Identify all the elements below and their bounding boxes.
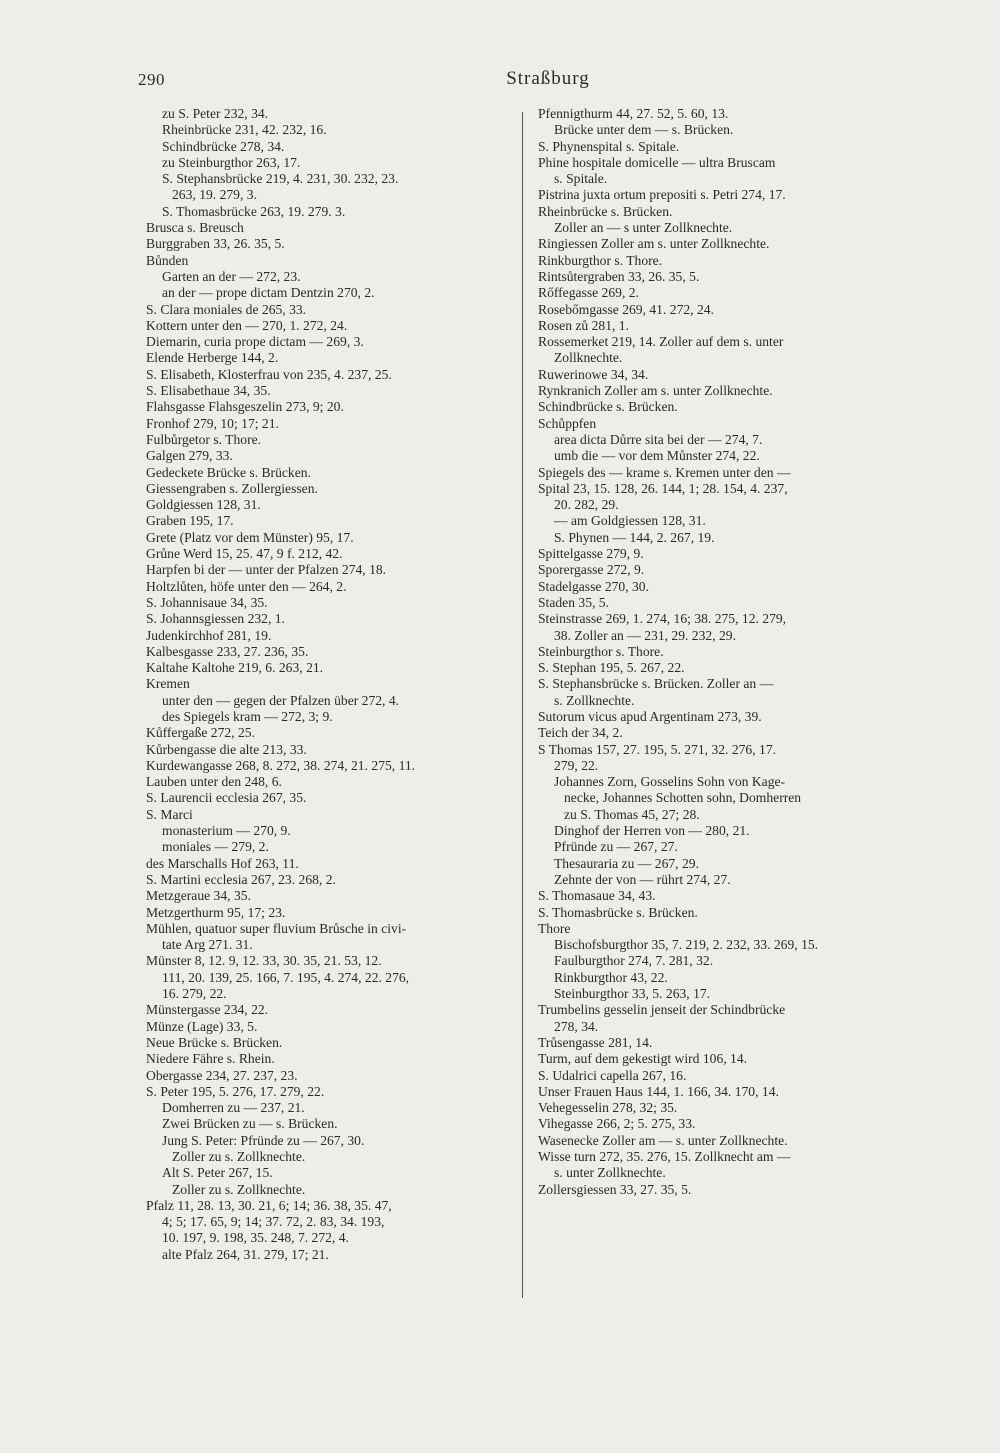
index-entry: S. Laurencii ecclesia 267, 35. bbox=[146, 790, 307, 806]
index-entry: Brusca s. Breusch bbox=[146, 220, 244, 236]
index-entry: Elende Herberge 144, 2. bbox=[146, 350, 279, 366]
index-entry: S. Thomasbrücke s. Brücken. bbox=[538, 904, 698, 920]
index-entry: necke, Johannes Schotten sohn, Domherren bbox=[564, 790, 802, 806]
index-entry: Burggraben 33, 26. 35, 5. bbox=[146, 236, 285, 252]
index-entry: Rheinbrücke 231, 42. 232, 16. bbox=[162, 122, 327, 138]
index-entry: Kalbesgasse 233, 27. 236, 35. bbox=[146, 643, 309, 659]
index-entry: Zollknechte. bbox=[554, 350, 623, 366]
index-entry: S. Clara moniales de 265, 33. bbox=[146, 301, 307, 317]
index-entry: Rosebőmgasse 269, 41. 272, 24. bbox=[538, 301, 714, 317]
index-entry: Harpfen bi der — unter der Pfalzen 274, 18. bbox=[146, 562, 387, 578]
index-entry: S. Elisabeth, Klosterfrau von 235, 4. 237, 25. bbox=[146, 366, 392, 382]
index-entry: 4; 5; 17. 65, 9; 14; 37. 72, 2. 83, 34. 193, bbox=[162, 1214, 385, 1230]
index-entry: Kottern unter den — 270, 1. 272, 24. bbox=[146, 317, 348, 333]
index-entry: Faulburgthor 274, 7. 281, 32. bbox=[554, 953, 714, 969]
index-entry: Unser Frauen Haus 144, 1. 166, 34. 170, 14. bbox=[538, 1083, 779, 1099]
index-entry: S. Stephansbrücke 219, 4. 231, 30. 232, 23. bbox=[162, 171, 399, 187]
index-entry: Zoller zu s. Zollknechte. bbox=[172, 1181, 306, 1197]
index-entry: S. Phynenspital s. Spitale. bbox=[538, 138, 680, 154]
index-entry: Diemarin, curia prope dictam — 269, 3. bbox=[146, 334, 364, 350]
index-entry: Ruwerinowe 34, 34. bbox=[538, 366, 649, 382]
index-entry: Vehegesselin 278, 32; 35. bbox=[538, 1100, 678, 1116]
index-entry: Alt S. Peter 267, 15. bbox=[162, 1165, 273, 1181]
index-entry: Rinkburgthor s. Thore. bbox=[538, 252, 663, 268]
index-entry: Bůnden bbox=[146, 252, 189, 268]
index-entry: — am Goldgiessen 128, 31. bbox=[554, 513, 706, 529]
index-entry: Wisse turn 272, 35. 276, 15. Zollknecht am — bbox=[538, 1149, 791, 1164]
index-entry: Mühlen, quatuor super fluvium Brůsche in civi- bbox=[146, 920, 407, 936]
index-entry: Pfründe zu — 267, 27. bbox=[554, 839, 678, 855]
index-entry: zu S. Thomas 45, 27; 28. bbox=[564, 806, 700, 822]
index-entry: Zehnte der von — rührt 274, 27. bbox=[554, 871, 731, 887]
index-entry: Sutorum vicus apud Argentinam 273, 39. bbox=[538, 708, 762, 724]
index-entry: tate Arg 271. 31. bbox=[162, 937, 253, 953]
index-entry: Flahsgasse Flahsgeszelin 273, 9; 20. bbox=[146, 399, 344, 415]
index-entry: Goldgiessen 128, 31. bbox=[146, 497, 261, 513]
index-entry: Jung S. Peter: Pfründe zu — 267, 30. bbox=[162, 1132, 365, 1148]
index-entry: s. Zollknechte. bbox=[554, 692, 635, 708]
index-entry: Thesauraria zu — 267, 29. bbox=[554, 855, 699, 871]
index-entry: umb die — vor dem Můnster 274, 22. bbox=[554, 448, 760, 464]
index-entry: Rheinbrücke s. Brücken. bbox=[538, 203, 673, 219]
index-entry: Schindbrücke 278, 34. bbox=[162, 138, 285, 154]
index-entry: an der — prope dictam Dentzin 270, 2. bbox=[162, 285, 375, 301]
index-entry: Trumbelins gesselin jenseit der Schindbrücke bbox=[538, 1002, 786, 1018]
index-entry: Kremen bbox=[146, 676, 190, 692]
index-entry: Zollersgiessen 33, 27. 35, 5. bbox=[538, 1181, 692, 1197]
index-entry: Spital 23, 15. 128, 26. 144, 1; 28. 154, 4. 237, bbox=[538, 480, 788, 496]
index-entry: Fulbůrgetor s. Thore. bbox=[146, 431, 262, 447]
index-entry: unter den — gegen der Pfalzen über 272, 4. bbox=[162, 692, 400, 708]
index-entry: Rynkranich Zoller am s. unter Zollknechte. bbox=[538, 383, 773, 399]
index-entry: S. Stephan 195, 5. 267, 22. bbox=[538, 660, 685, 676]
index-entry: Gedeckete Brücke s. Brücken. bbox=[146, 464, 311, 480]
index-entry: S. Phynen — 144, 2. 267, 19. bbox=[554, 529, 715, 545]
index-entry: Zoller zu s. Zollknechte. bbox=[172, 1149, 306, 1164]
index-entry: 263, 19. 279, 3. bbox=[172, 187, 257, 203]
index-entry: S. Elisabethaue 34, 35. bbox=[146, 383, 271, 399]
index-entry: Brücke unter dem — s. Brücken. bbox=[554, 122, 734, 138]
index-entry: S. Johannsgiessen 232, 1. bbox=[146, 611, 285, 627]
index-entry: S. Stephansbrücke s. Brücken. Zoller an — bbox=[538, 676, 774, 692]
index-entry: Johannes Zorn, Gosselins Sohn von Kage- bbox=[554, 774, 786, 790]
index-entry: Domherren zu — 237, 21. bbox=[162, 1100, 305, 1116]
index-entry: Münstergasse 234, 22. bbox=[146, 1002, 269, 1018]
index-entry: S. Martini ecclesia 267, 23. 268, 2. bbox=[146, 871, 336, 887]
index-entry: Münze (Lage) 33, 5. bbox=[146, 1018, 258, 1034]
index-entry: Grete (Platz vor dem Münster) 95, 17. bbox=[146, 529, 354, 545]
index-entry: S Thomas 157, 27. 195, 5. 271, 32. 276, 17. bbox=[538, 741, 777, 757]
index-entry: zu S. Peter 232, 34. bbox=[162, 106, 269, 121]
index-entry: zu Steinburgthor 263, 17. bbox=[162, 154, 301, 170]
index-entry: Kaltahe Kaltohe 219, 6. 263, 21. bbox=[146, 660, 324, 676]
index-entry: Stadelgasse 270, 30. bbox=[538, 578, 650, 594]
index-entry: area dicta Důrre sita bei der — 274, 7. bbox=[554, 431, 763, 447]
index-entry: s. Spitale. bbox=[554, 171, 608, 187]
index-entry: Pistrina juxta ortum prepositi s. Petri 274, 17. bbox=[538, 187, 786, 203]
index-entry: 279, 22. bbox=[554, 757, 599, 773]
index-entry: Judenkirchhof 281, 19. bbox=[146, 627, 272, 643]
index-entry: Kůrbengasse die alte 213, 33. bbox=[146, 741, 307, 757]
index-entry: S. Marci bbox=[146, 806, 193, 822]
index-entry: 16. 279, 22. bbox=[162, 986, 227, 1002]
index-entry: Galgen 279, 33. bbox=[146, 448, 233, 464]
index-entry: Garten an der — 272, 23. bbox=[162, 268, 301, 284]
index-entry: moniales — 279, 2. bbox=[162, 839, 269, 855]
index-entry: S. Udalrici capella 267, 16. bbox=[538, 1067, 687, 1083]
index-entry: 38. Zoller an — 231, 29. 232, 29. bbox=[554, 627, 736, 643]
index-entry: Graben 195, 17. bbox=[146, 513, 234, 529]
index-entry: Metzgerthurm 95, 17; 23. bbox=[146, 904, 286, 920]
index-entry: monasterium — 270, 9. bbox=[162, 823, 291, 839]
index-entry: S. Thomasbrücke 263, 19. 279. 3. bbox=[162, 203, 346, 219]
index-entry: Thore bbox=[538, 920, 571, 936]
index-entry: Rinkburgthor 43, 22. bbox=[554, 969, 668, 985]
index-entry: Zwei Brücken zu — s. Brücken. bbox=[162, 1116, 338, 1132]
index-entry: Steinburgthor 33, 5. 263, 17. bbox=[554, 986, 711, 1002]
index-entry: 111, 20. 139, 25. 166, 7. 195, 4. 274, 22. 276, bbox=[162, 969, 410, 985]
index-column-left bbox=[146, 106, 508, 1263]
index-entry: Sporergasse 272, 9. bbox=[538, 562, 645, 578]
index-entry: Spittelgasse 279, 9. bbox=[538, 546, 644, 562]
index-entry: Pfennigthurm 44, 27. 52, 5. 60, 13. bbox=[538, 106, 729, 121]
index-entry: Steinstrasse 269, 1. 274, 16; 38. 275, 12. 279, bbox=[538, 611, 787, 627]
index-entry: Steinburgthor s. Thore. bbox=[538, 643, 664, 659]
index-entry: S. Thomasaue 34, 43. bbox=[538, 888, 656, 904]
page-number: 290 bbox=[138, 70, 165, 89]
index-entry: alte Pfalz 264, 31. 279, 17; 21. bbox=[162, 1246, 329, 1262]
index-entry: 10. 197, 9. 198, 35. 248, 7. 272, 4. bbox=[162, 1230, 349, 1246]
index-entry: s. unter Zollknechte. bbox=[554, 1165, 666, 1181]
index-entry: Pfalz 11, 28. 13, 30. 21, 6; 14; 36. 38, 35. 47, bbox=[146, 1197, 392, 1213]
index-entry: Phine hospitale domicelle — ultra Bruscam bbox=[538, 154, 776, 170]
column-divider bbox=[522, 112, 523, 1298]
index-entry: Rőffegasse 269, 2. bbox=[538, 285, 639, 301]
index-entry: Kurdewangasse 268, 8. 272, 38. 274, 21. 275, 11. bbox=[146, 757, 416, 773]
index-entry: Teich der 34, 2. bbox=[538, 725, 623, 741]
index-entry: Holtzlůten, höfe unter den — 264, 2. bbox=[146, 578, 347, 594]
index-entry: Turm, auf dem gekestigt wird 106, 14. bbox=[538, 1051, 748, 1067]
index-entry: Obergasse 234, 27. 237, 23. bbox=[146, 1067, 298, 1083]
index-entry: Kůffergaße 272, 25. bbox=[146, 725, 255, 741]
index-entry: 278, 34. bbox=[554, 1018, 599, 1034]
index-entry: Trůsengasse 281, 14. bbox=[538, 1034, 653, 1050]
index-entry: des Marschalls Hof 263, 11. bbox=[146, 855, 299, 871]
index-entry: Rosen zů 281, 1. bbox=[538, 317, 629, 333]
index-entry: Schindbrücke s. Brücken. bbox=[538, 399, 678, 415]
index-entry: Fronhof 279, 10; 17; 21. bbox=[146, 415, 279, 431]
index-entry: Lauben unter den 248, 6. bbox=[146, 774, 282, 790]
index-entry: Rossemerket 219, 14. Zoller auf dem s. unter bbox=[538, 334, 784, 350]
index-entry: S. Peter 195, 5. 276, 17. 279, 22. bbox=[146, 1083, 325, 1099]
index-entry: S. Johannisaue 34, 35. bbox=[146, 594, 268, 610]
index-entry: 20. 282, 29. bbox=[554, 497, 619, 513]
index-entry: Metzgeraue 34, 35. bbox=[146, 888, 251, 904]
index-entry: Ringiessen Zoller am s. unter Zollknechte. bbox=[538, 236, 770, 252]
index-entry: Wasenecke Zoller am — s. unter Zollknechte. bbox=[538, 1132, 788, 1148]
index-entry: Staden 35, 5. bbox=[538, 594, 609, 610]
index-entry: Bischofsburgthor 35, 7. 219, 2. 232, 33. 269, 15. bbox=[554, 937, 819, 953]
page-header bbox=[138, 70, 918, 98]
index-entry: Rintsůtergraben 33, 26. 35, 5. bbox=[538, 268, 700, 284]
index-entry: Giessengraben s. Zollergiessen. bbox=[146, 480, 318, 496]
index-column-right bbox=[538, 106, 923, 1198]
index-entry: Münster 8, 12. 9, 12. 33, 30. 35, 21. 53, 12. bbox=[146, 953, 382, 969]
index-entry: Grůne Werd 15, 25. 47, 9 f. 212, 42. bbox=[146, 546, 343, 562]
index-entry: Dinghof der Herren von — 280, 21. bbox=[554, 823, 750, 839]
index-entry: Vihegasse 266, 2; 5. 275, 33. bbox=[538, 1116, 696, 1132]
index-entry: Zoller an — s unter Zollknechte. bbox=[554, 220, 733, 236]
index-entry: Neue Brücke s. Brücken. bbox=[146, 1034, 283, 1050]
index-entry: des Spiegels kram — 272, 3; 9. bbox=[162, 708, 333, 724]
running-title: Straßburg bbox=[506, 68, 590, 89]
index-entry: Schůppfen bbox=[538, 415, 597, 431]
index-entry: Niedere Fähre s. Rhein. bbox=[146, 1051, 275, 1067]
index-entry: Spiegels des — krame s. Kremen unter den — bbox=[538, 464, 791, 480]
